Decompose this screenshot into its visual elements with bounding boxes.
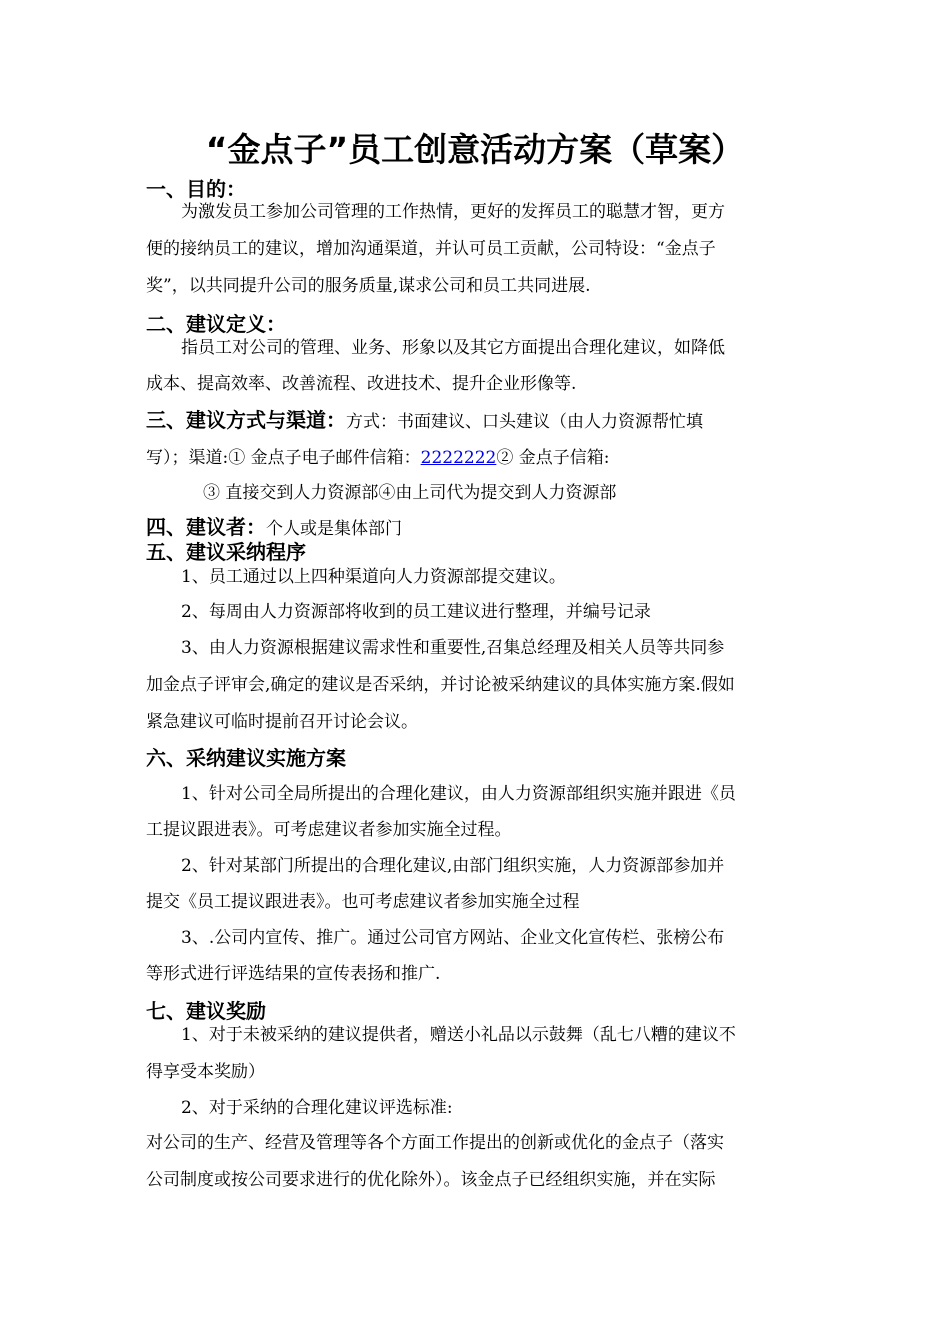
paragraph-line: 1、对于未被采纳的建议提供者，赠送小礼品以示鼓舞（乱七八糟的建议不 (181, 1025, 736, 1045)
section-heading-channels (146, 407, 703, 435)
paragraph-line: 指员工对公司的管理、业务、形象以及其它方面提出合理化建议，如降低 (181, 338, 725, 358)
inline-text: 方式：书面建议、口头建议（由人力资源帮忙填 (346, 412, 703, 432)
paragraph-line: 等形式进行评选结果的宣传表扬和推广. (146, 964, 441, 984)
paragraph-line: 便的接纳员工的建议，增加沟通渠道，并认可员工贡献，公司特设：“金点子 (146, 239, 716, 259)
email-link[interactable]: 2222222 (420, 448, 497, 468)
section-heading-purpose: 一、目的： (146, 177, 246, 201)
section-heading-implementation: 六、采纳建议实施方案 (146, 746, 346, 770)
paragraph-line: ③ 直接交到人力资源部④由上司代为提交到人力资源部 (203, 483, 617, 503)
paragraph-line: 对公司的生产、经营及管理等各个方面工作提出的创新或优化的金点子（落实 (146, 1133, 724, 1153)
channels-text-cont: ② 金点子信箱: (496, 448, 610, 468)
paragraph-line: 2、针对某部门所提出的合理化建议,由部门组织实施，人力资源部参加并 (181, 856, 725, 876)
paragraph-line: 为激发员工参加公司管理的工作热情，更好的发挥员工的聪慧才智，更方 (181, 202, 725, 222)
channels-text: 写）；渠道:① 金点子电子邮件信箱： (146, 448, 421, 468)
paragraph-line: 2、对于采纳的合理化建议评选标准: (181, 1098, 453, 1118)
paragraph-line: 提交《员工提议跟进表》。也可考虑建议者参加实施全过程 (146, 892, 580, 912)
section-heading-procedure: 五、建议采纳程序 (146, 540, 306, 564)
paragraph-line: 1、针对公司全局所提出的合理化建议，由人力资源部组织实施并跟进《员 (181, 784, 736, 804)
paragraph-line (146, 446, 806, 470)
section-heading-definition: 二、建议定义： (146, 312, 286, 336)
section-heading-text: 四、建议者： (146, 515, 266, 539)
paragraph-line: 得享受本奖励） (146, 1062, 265, 1082)
document-title: “金点子”员工创意活动方案（草案） (205, 130, 745, 169)
paragraph-line: 3、.公司内宣传、推广。通过公司官方网站、企业文化宣传栏、张榜公布 (181, 928, 725, 948)
section-heading-rewards: 七、建议奖励 (146, 999, 266, 1023)
paragraph-line: 2、每周由人力资源部将收到的员工建议进行整理，并编号记录 (181, 602, 651, 622)
section-heading-text: 三、建议方式与渠道： (146, 408, 346, 432)
paragraph-line: 公司制度或按公司要求进行的优化除外）。该金点子已经组织实施，并在实际 (146, 1170, 716, 1190)
paragraph-line: 工提议跟进表》。可考虑建议者参加实施全过程。 (146, 820, 512, 840)
paragraph-line: 3、由人力资源根据建议需求性和重要性,召集总经理及相关人员等共同参 (181, 638, 725, 658)
paragraph-line: 成本、提高效率、改善流程、改进技术、提升企业形像等. (146, 374, 577, 394)
paragraph-line: 奖”，以共同提升公司的服务质量,谋求公司和员工共同进展. (146, 276, 591, 296)
paragraph-line: 紧急建议可临时提前召开讨论会议。 (146, 712, 418, 732)
paragraph-line: 1、员工通过以上四种渠道向人力资源部提交建议。 (181, 567, 566, 587)
inline-text: 个人或是集体部门 (266, 519, 402, 539)
paragraph-line: 加金点子评审会,确定的建议是否采纳，并讨论被采纳建议的具体实施方案.假如 (146, 675, 735, 695)
section-heading-proposer (146, 514, 402, 542)
